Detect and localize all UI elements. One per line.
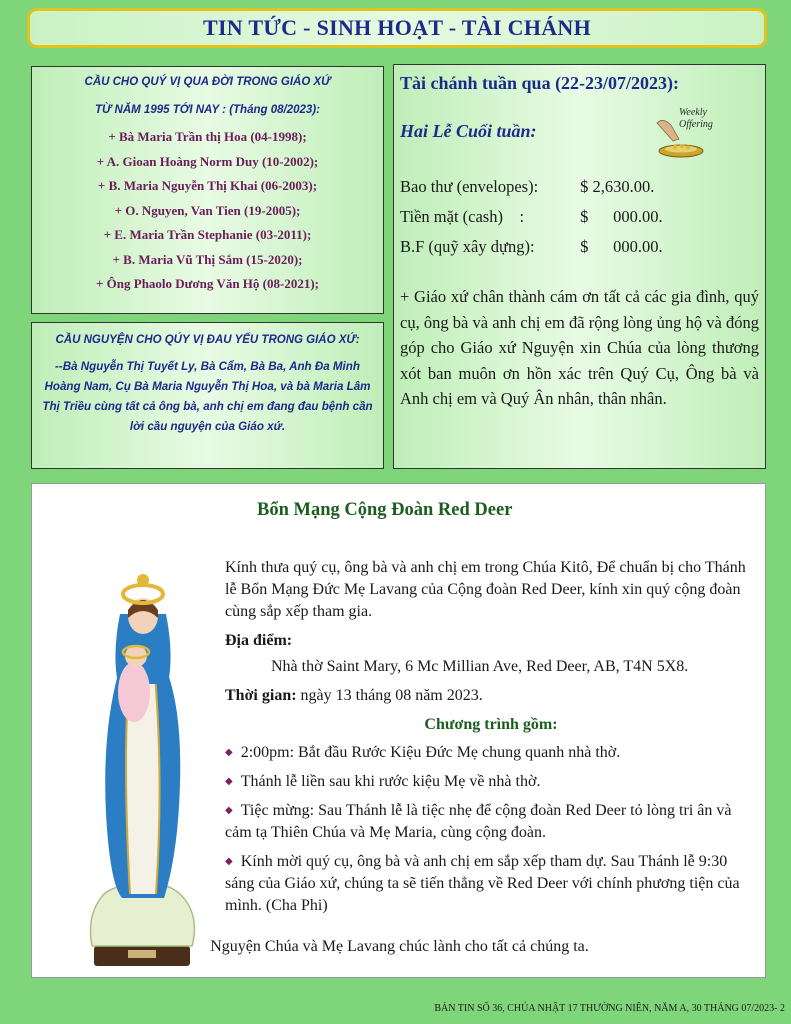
sick-title: CẦU NGUYỆN CHO QÚY VỊ ĐAU YẾU TRONG GIÁO XỨ: [55,334,360,346]
deceased-item: + B. Maria Vũ Thị Sắm (15-2020); [112,251,303,267]
finance-row-label: Bao thư (envelopes): [400,177,539,196]
event-program-item [225,771,757,793]
sick-body: --Bà Nguyễn Thị Tuyết Ly, Bà Cẩm, Bà Ba, Anh Đa Minh Hoàng Nam, Cụ Bà Maria Nguyễn Thị Hoa, và bà Maria Lâm Thị Triều cùng tất cả ông bà, anh chị em đang đau bệnh cần lời cầu nguyện của Giáo xứ. [42,360,373,433]
event-title: Bổn Mạng Cộng Đoàn Red Deer [257,500,513,520]
event-program-text: Kính mời quý cụ, ông bà và anh chị em sắp xếp tham dự. Sau Thánh lễ 9:30 sáng của Giáo xứ, chúng ta sẽ tiến thẳng về Red Deer với chính phương tiện của mình. (Cha Phi) [225,853,740,914]
diamond-bullet-icon: ◆ [225,747,233,758]
finance-box [393,64,766,469]
sick-prayer-box [31,322,384,469]
deceased-title-line2: TỪ NĂM 1995 TỚI NAY : (Tháng 08/2023): [95,104,320,116]
deceased-item: + Ông Phaolo Dương Văn Hộ (08-2021); [96,276,319,291]
deceased-item: + E. Maria Trần Stephanie (03-2011); [103,227,312,242]
finance-title: Tài chánh tuần qua (22-23/07/2023): [400,73,680,93]
diamond-bullet-icon: ◆ [225,805,233,816]
event-location: Nhà thờ Saint Mary, 6 Mc Millian Ave, Red Deer, AB, T4N 5X8. [271,658,689,675]
event-blessing: Nguyện Chúa và Mẹ Lavang chúc lành cho tất cả chúng ta. [210,938,589,955]
diamond-bullet-icon: ◆ [225,856,233,867]
event-box [31,483,766,978]
page-header [27,8,767,48]
finance-row [400,202,759,232]
deceased-list [40,125,375,297]
deceased-item: + O. Nguyen, Van Tien (19-2005); [114,202,301,218]
event-program-item [225,800,757,844]
finance-row-amount: $ 000.00. [580,207,663,226]
event-time-label: Thời gian: [225,687,297,704]
weekly-badge-line2: Offering [679,119,713,130]
event-program-text: Thánh lễ liền sau khi rước kiệu Mẹ về nhà thờ. [240,773,541,790]
deceased-item: + B. Maria Nguyễn Thị Khai (06-2003); [97,178,318,193]
page-footer: BẢN TIN SỐ 36, CHÚA NHẬT 17 THƯỜNG NIÊN, NĂM A, 30 THÁNG 07/2023- 2 [434,1003,785,1014]
event-program-text: 2:00pm: Bắt đầu Rước Kiệu Đức Mẹ chung quanh nhà thờ. [240,744,621,761]
deceased-prayer-box [31,66,384,314]
finance-subtitle: Hai Lễ Cuối tuần: [400,121,537,141]
deceased-title-line1: CẦU CHO QUÝ VỊ QUA ĐỜI TRONG GIÁO XỨ [84,76,331,88]
event-intro: Kính thưa quý cụ, ông bà và anh chị em trong Chúa Kitô, Để chuẩn bị cho Thánh lễ Bổn Mạng Đức Mẹ Lavang của Cộng đoàn Red Deer, kính xin quý cộng đoàn cùng sắp xếp tham gia. [225,559,746,620]
diamond-bullet-icon: ◆ [225,776,233,787]
finance-thanks: + Giáo xứ chân thành cám ơn tất cả các gia đình, quý cụ, ông bà và anh chị em đã rộng lòng ủng hộ và đóng góp cho Giáo xứ Nguyện xin Chúa của lòng thương xót ban muôn ơn hồn xác trên Quý Cụ, Ông bà và Anh chị em và Quý Ân nhân, thân nhân. [400,287,759,408]
finance-rows [400,172,759,262]
event-content [225,557,757,924]
finance-row-label: B.F (quỹ xây dựng): [400,237,535,256]
event-program-item [225,742,757,764]
event-program-title: Chương trình gồm: [424,716,558,733]
finance-row [400,232,759,262]
event-location-label: Địa điểm: [225,632,293,649]
deceased-item: + A. Gioan Hoàng Norm Duy (10-2002); [96,153,319,169]
event-time: ngày 13 tháng 08 năm 2023. [296,687,483,704]
weekly-offering-icon [649,103,713,161]
page-title: TIN TỨC - SINH HOẠT - TÀI CHÁNH [202,15,592,40]
deceased-item: + Bà Maria Trần thị Hoa (04-1998); [108,129,307,144]
weekly-badge-line1: Weekly [679,107,707,118]
event-program-item [225,851,757,917]
finance-row-label: Tiền mặt (cash) : [400,207,525,226]
event-program-text: Tiệc mừng: Sau Thánh lễ là tiệc nhẹ để cộng đoàn Red Deer tỏ lòng tri ân và cảm tạ Thiên Chúa và Mẹ Maria, cùng cộng đoàn. [225,802,732,841]
finance-row-amount: $ 2,630.00. [580,177,655,196]
finance-row [400,172,759,202]
finance-row-amount: $ 000.00. [580,237,663,256]
virgin-mary-statue-icon [82,554,202,969]
